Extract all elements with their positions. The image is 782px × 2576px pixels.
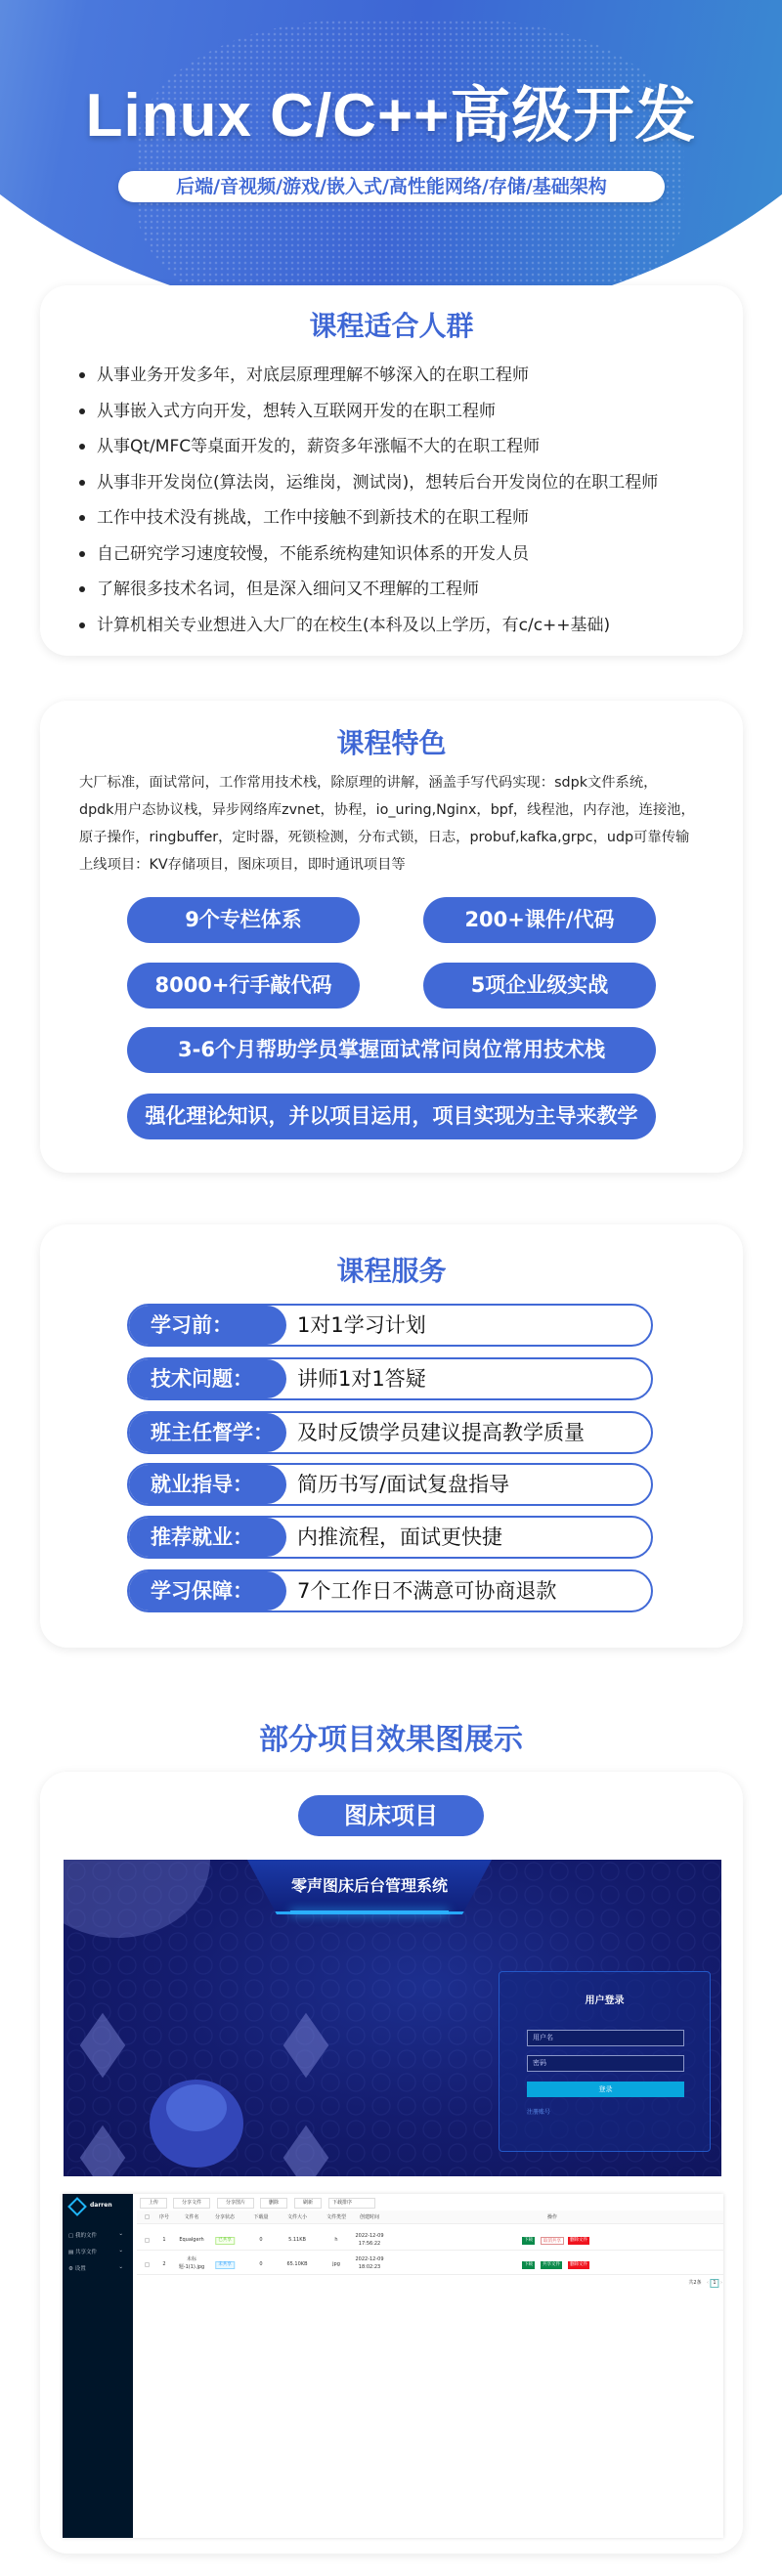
cell-downloads: 0 [259,2261,263,2267]
logo-icon [67,2197,87,2216]
sort-select[interactable]: 下载排序 [328,2198,375,2209]
admin-screenshot [63,2194,723,2538]
cell-no: 2 [162,2261,166,2267]
unshare-button[interactable]: 取消共享 [541,2237,564,2245]
service-label: 就业指导： [129,1465,286,1504]
cell-no: 1 [162,2237,166,2243]
status-badge: 未共享 [215,2261,235,2269]
service-row [127,1569,653,1612]
feature-pill: 200+课件/代码 [423,897,656,943]
service-value: 及时反馈学员建议提高教学质量 [297,1421,585,1444]
sidebar-item-shared-files[interactable]: ▤ 共享文件 ⌄ [68,2248,123,2255]
service-row [127,1357,653,1400]
page-number[interactable]: 1 [710,2279,718,2288]
service-row [127,1411,653,1454]
service-label: 学习前： [129,1306,286,1345]
platform-top-icon [166,2084,227,2131]
refresh-button[interactable]: 刷新 [294,2198,322,2209]
column-header: 分享状态 [214,2214,236,2220]
service-value: 简历书写/面试复盘指导 [297,1473,510,1496]
column-header: 文件名 [184,2214,199,2220]
service-label: 学习保障： [129,1571,286,1610]
audience-card [40,285,743,656]
prev-page-icon[interactable]: ‹ [707,2280,709,2286]
description-line: dpdk用户态协议栈，异步网络库zvnet，协程，io_uring,Nginx，bpf，线程池，内存池，连接池， [79,802,695,818]
username-input[interactable]: 用户名 [527,2030,684,2046]
cell-size: 5.11KB [288,2237,306,2243]
download-button[interactable]: 下载 [524,2262,533,2267]
list-item: 工作中技术没有挑战，工作中接触不到新技术的在职工程师 [79,500,658,537]
service-label: 推荐就业： [129,1518,286,1557]
delete-button[interactable]: 删除 [260,2198,287,2209]
register-link[interactable]: 注册账号 [527,2109,551,2116]
list-item: 从事非开发岗位(算法岗，运维岗，测试岗)，想转后台开发岗位的在职工程师 [79,465,658,501]
row-checkbox[interactable] [145,2238,150,2243]
brand-name: darren [90,2202,112,2209]
select-all-checkbox[interactable] [145,2214,150,2219]
chevron-down-icon: ⌄ [118,2248,123,2254]
system-title: 零声图床后台管理系统 [290,1876,448,1895]
audience-list [79,358,658,643]
column-header: 下载量 [253,2214,269,2220]
upload-button[interactable]: 上传 [140,2198,167,2209]
download-button[interactable]: 下载 [524,2238,533,2243]
password-input[interactable]: 密码 [527,2055,684,2072]
feature-pill: 5项企业级实战 [423,963,656,1009]
cell-size: 65.10KB [286,2261,308,2267]
share-image-button[interactable]: 分享图片 [217,2198,254,2209]
list-item: 从事业务开发多年，对底层原理理解不够深入的在职工程师 [79,358,658,394]
service-row [127,1304,653,1347]
service-value: 1对1学习计划 [297,1313,426,1337]
column-header: 文件大小 [286,2214,308,2220]
cell-date: 2022-12-09 [355,2256,384,2262]
service-label: 技术问题： [129,1359,286,1398]
sidebar-item-label: 我的文件 [74,2233,97,2239]
list-item: 了解很多技术名词，但是深入细问又不理解的工程师 [79,572,658,608]
sidebar-item-label: 共享文件 [74,2250,97,2255]
banner-glow [290,1911,449,1914]
column-header: 创建时间 [359,2214,380,2220]
chevron-down-icon: ⌄ [118,2231,123,2237]
feature-pill: 9个专栏体系 [127,897,360,943]
login-button[interactable]: 登录 [527,2082,684,2097]
cell-name: Equalgerh [179,2237,204,2243]
status-badge: 已共享 [215,2237,235,2245]
row-checkbox[interactable] [145,2262,150,2267]
next-page-icon[interactable]: › [720,2280,722,2286]
cell-time: 17:56:22 [358,2241,381,2247]
hero-background [0,0,782,322]
login-screenshot [64,1860,721,2176]
cell-downloads: 0 [259,2237,263,2243]
service-row [127,1463,653,1506]
description-line: 上线项目：KV存储项目，图床项目，即时通讯项目等 [79,857,406,873]
feature-pill: 强化理论知识，并以项目运用，项目实现为主导来教学 [127,1094,656,1139]
row-divider [137,2250,723,2251]
sidebar-item-my-files[interactable]: ▢ 我的文件 ⌄ [68,2231,123,2239]
services-title: 课程服务 [336,1255,447,1287]
list-item: 计算机相关专业想进入大厂的在校生(本科及以上学历，有c/c++基础) [79,608,658,644]
services-card [40,1224,743,1648]
features-description [79,769,724,879]
sidebar-item-settings[interactable]: ⚙ 设置 ⌄ [68,2264,123,2272]
subtitle-pill: 后端/音视频/游戏/嵌入式/高性能网络/存储/基础架构 [118,171,665,202]
row-divider [137,2274,723,2275]
cell-name: 题-1(1).jpg [178,2264,205,2270]
page-title: Linux C/C++高级开发 [85,82,697,150]
list-item: 从事Qt/MFC等桌面开发的，薪资多年涨幅不大的在职工程师 [79,429,658,465]
feature-pill: 3-6个月帮助学员掌握面试常问岗位常用技术栈 [127,1027,656,1073]
sidebar-item-label: 设置 [74,2266,86,2272]
share-file-button[interactable]: 分享文件 [173,2198,210,2209]
projects-title: 部分项目效果图展示 [259,1723,523,1757]
features-card [40,701,743,1173]
project-name-pill: 图床项目 [298,1795,484,1836]
list-item: 从事嵌入式方向开发，想转入互联网开发的在职工程师 [79,394,658,430]
sidebar [63,2194,133,2538]
list-item: 自己研究学习速度较慢，不能系统构建知识体系的开发人员 [79,537,658,573]
delete-file-button[interactable]: 删除文件 [570,2238,587,2243]
column-header: 序号 [158,2214,170,2220]
description-line: 原子操作，ringbuffer，定时器，死锁检测，分布式锁，日志，probuf,kafka,grpc，udp可靠传输 [79,830,690,845]
column-header: 文件类型 [326,2214,347,2220]
features-title: 课程特色 [336,727,447,759]
service-row [127,1516,653,1559]
login-panel [499,1971,711,2152]
service-value: 内推流程，面试更快捷 [297,1525,502,1549]
cell-type: h [334,2237,338,2243]
delete-file-button[interactable]: 删除文件 [570,2262,587,2267]
share-file-button[interactable]: 共享文件 [543,2262,560,2267]
login-title: 用户登录 [585,1996,625,2006]
cell-time: 18:02:23 [358,2264,381,2270]
column-header: 操作 [546,2214,558,2220]
service-label: 班主任督学： [129,1413,286,1452]
service-value: 讲师1对1答疑 [297,1367,426,1391]
pagination-total: 共2条 [688,2280,702,2286]
cell-date: 2022-12-09 [355,2233,384,2239]
feature-pill: 8000+行手敲代码 [127,963,360,1009]
audience-title: 课程适合人群 [309,310,474,342]
service-value: 7个工作日不满意可协商退款 [297,1579,557,1603]
chevron-down-icon: ⌄ [118,2264,123,2270]
description-line: 大厂标准，面试常问，工作常用技术栈，除原理的讲解，涵盖手写代码实现：sdpk文件系统， [79,775,658,791]
cell-type: jpg [332,2261,340,2267]
cell-name: 未标 [186,2256,197,2262]
